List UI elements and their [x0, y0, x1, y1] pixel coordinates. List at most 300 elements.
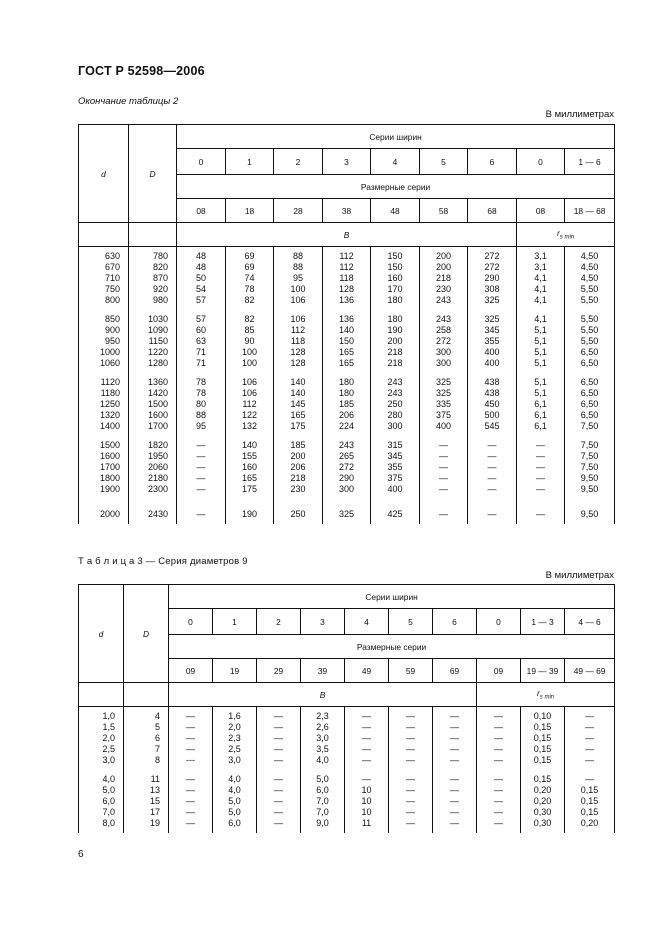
- gap-cell: [468, 432, 517, 440]
- table-row: [79, 388, 615, 399]
- series-cell: 29: [257, 659, 301, 683]
- table-cell: 5,50: [565, 314, 615, 325]
- table-cell: 300: [420, 358, 468, 369]
- series-width-header: Серии ширин: [177, 125, 615, 149]
- table-cell: 425: [371, 509, 420, 524]
- table-cell: 7: [124, 744, 169, 755]
- table-cell: 2,6: [301, 722, 345, 733]
- table-cell: —: [565, 722, 615, 733]
- table-cell: 218: [420, 273, 468, 284]
- table-cell: 375: [420, 410, 468, 421]
- series-cell: 19 — 39: [521, 659, 565, 683]
- table-cell: 78: [226, 284, 274, 295]
- table-cell: —: [468, 473, 517, 484]
- table-cell: —: [169, 774, 213, 785]
- table-cell: 78: [177, 388, 226, 399]
- table-cell: 5,50: [565, 336, 615, 347]
- gap-cell: [129, 306, 177, 314]
- table-cell: 5,1: [517, 388, 565, 399]
- table-cell: —: [389, 722, 433, 733]
- table-cell: 400: [468, 347, 517, 358]
- table-cell: 180: [323, 388, 371, 399]
- gap-cell: [274, 432, 323, 440]
- table-cell: —: [257, 744, 301, 755]
- row-gap: [79, 432, 615, 440]
- table-row: [79, 462, 615, 473]
- table-cell: 5,1: [517, 336, 565, 347]
- table-cell: 325: [468, 295, 517, 306]
- table-cell: 0,15: [521, 744, 565, 755]
- table-cell: 0,15: [521, 733, 565, 744]
- table-cell: 128: [274, 358, 323, 369]
- table-cell: 2180: [129, 473, 177, 484]
- table-row: [79, 314, 615, 325]
- table-cell: 10: [345, 807, 389, 818]
- table-row: [79, 247, 615, 263]
- table-2: [78, 124, 615, 524]
- table-cell: 71: [177, 347, 226, 358]
- table-cell: —: [468, 440, 517, 451]
- table-cell: —: [177, 451, 226, 462]
- series-width-header: Серии ширин: [169, 585, 615, 609]
- table-cell: —: [177, 462, 226, 473]
- table-cell: —: [433, 796, 477, 807]
- gap-cell: [565, 369, 615, 377]
- table-cell: —: [257, 796, 301, 807]
- table-row: [79, 421, 615, 432]
- table-row: [79, 262, 615, 273]
- table-cell: 71: [177, 358, 226, 369]
- table-cell: 545: [468, 421, 517, 432]
- table-cell: —: [257, 722, 301, 733]
- table-cell: 4,1: [517, 295, 565, 306]
- table-cell: 1030: [129, 314, 177, 325]
- table-cell: 1500: [79, 440, 129, 451]
- table-cell: 325: [323, 509, 371, 524]
- series-cell: 69: [433, 659, 477, 683]
- table-cell: 2,0: [213, 722, 257, 733]
- table-cell: —: [345, 755, 389, 766]
- series-cell: 18 — 68: [565, 199, 615, 223]
- table-cell: —: [420, 440, 468, 451]
- table-cell: 218: [371, 347, 420, 358]
- table-cell: —: [420, 451, 468, 462]
- table-cell: 54: [177, 284, 226, 295]
- table-cell: —: [477, 774, 521, 785]
- table-cell: —: [477, 755, 521, 766]
- table-cell: 0,20: [521, 785, 565, 796]
- table-cell: —: [389, 796, 433, 807]
- table-cell: —: [169, 807, 213, 818]
- table-cell: 48: [177, 262, 226, 273]
- table-cell: 258: [420, 325, 468, 336]
- table-cell: 2,3: [301, 707, 345, 723]
- table-cell: 95: [274, 273, 323, 284]
- table-cell: 375: [371, 473, 420, 484]
- series-cell: 1 — 3: [521, 609, 565, 635]
- series-cell: 48: [371, 199, 420, 223]
- gap-cell: [129, 495, 177, 509]
- table-cell: 200: [274, 451, 323, 462]
- table-cell: 190: [371, 325, 420, 336]
- table-cell: 6,50: [565, 347, 615, 358]
- table-cell: 0,15: [565, 785, 615, 796]
- table-cell: —: [477, 744, 521, 755]
- table-cell: 1360: [129, 377, 177, 388]
- table-row: [79, 818, 615, 833]
- table-cell: 5,1: [517, 377, 565, 388]
- table-cell: —: [517, 462, 565, 473]
- table-cell: 7,0: [301, 807, 345, 818]
- table-cell: 155: [226, 451, 274, 462]
- table-cell: 6,50: [565, 410, 615, 421]
- table-row: [79, 785, 615, 796]
- series-cell: 6: [433, 609, 477, 635]
- gap-cell: [565, 432, 615, 440]
- series-cell: 1 — 6: [565, 149, 615, 175]
- table-cell: —: [433, 755, 477, 766]
- series-cell: 18: [226, 199, 274, 223]
- table-cell: 2,3: [213, 733, 257, 744]
- dim-series-header: Размерные серии: [177, 175, 615, 199]
- table-cell: 3,1: [517, 262, 565, 273]
- table-cell: 10: [345, 785, 389, 796]
- table-cell: —: [433, 774, 477, 785]
- gap-cell: [565, 306, 615, 314]
- table-cell: 345: [468, 325, 517, 336]
- gap-cell: [371, 495, 420, 509]
- table-cell: 230: [420, 284, 468, 295]
- table-cell: 750: [79, 284, 129, 295]
- r-sub: s min: [559, 234, 575, 241]
- table-cell: —: [517, 451, 565, 462]
- table-cell: —: [169, 796, 213, 807]
- table-cell: 69: [226, 247, 274, 263]
- dim-series-header: Размерные серии: [169, 635, 615, 659]
- table-cell: 2,5: [79, 744, 124, 755]
- table-cell: 185: [323, 399, 371, 410]
- table-cell: 272: [323, 462, 371, 473]
- col-header-d: d: [79, 125, 129, 223]
- table-cell: 325: [420, 377, 468, 388]
- table-cell: 7,50: [565, 451, 615, 462]
- table-cell: 160: [226, 462, 274, 473]
- table-cell: 345: [371, 451, 420, 462]
- table-cell: —: [477, 785, 521, 796]
- table-cell: 400: [371, 484, 420, 495]
- series-cell: 2: [257, 609, 301, 635]
- gap-cell: [274, 306, 323, 314]
- table-cell: 165: [274, 410, 323, 421]
- table-cell: —: [389, 785, 433, 796]
- table-cell: 9,50: [565, 484, 615, 495]
- table-cell: 1280: [129, 358, 177, 369]
- series-cell: 49: [345, 659, 389, 683]
- table-cell: 355: [371, 462, 420, 473]
- empty-cell: [79, 223, 129, 247]
- table-cell: 180: [323, 377, 371, 388]
- table-cell: 6,1: [517, 399, 565, 410]
- table-cell: 190: [226, 509, 274, 524]
- table-cell: 5,1: [517, 358, 565, 369]
- table-cell: —: [477, 807, 521, 818]
- series-cell: 1: [213, 609, 257, 635]
- table-cell: 180: [371, 314, 420, 325]
- table-cell: 300: [420, 347, 468, 358]
- table-cell: 800: [79, 295, 129, 306]
- table-cell: 5,50: [565, 295, 615, 306]
- table-cell: 200: [420, 247, 468, 263]
- table-row: [79, 733, 615, 744]
- series-cell: 08: [177, 199, 226, 223]
- table-row: [79, 410, 615, 421]
- table-cell: 355: [468, 336, 517, 347]
- table-cell: 4,50: [565, 262, 615, 273]
- table-cell: 1500: [129, 399, 177, 410]
- table-cell: 243: [420, 314, 468, 325]
- table-cell: —: [565, 774, 615, 785]
- table-cell: —: [517, 473, 565, 484]
- table-cell: 8,0: [79, 818, 124, 833]
- table-cell: 6,0: [301, 785, 345, 796]
- table-cell: 5,1: [517, 347, 565, 358]
- page-number: 6: [78, 849, 84, 860]
- table-row: [79, 347, 615, 358]
- gap-cell: [477, 766, 521, 774]
- gap-cell: [517, 432, 565, 440]
- gap-cell: [226, 432, 274, 440]
- table-cell: 140: [323, 325, 371, 336]
- table-cell: 950: [79, 336, 129, 347]
- table-cell: 100: [226, 358, 274, 369]
- table-cell: 15: [124, 796, 169, 807]
- B-header: B: [177, 223, 517, 247]
- table-cell: 1000: [79, 347, 129, 358]
- table-cell: —: [517, 484, 565, 495]
- table-cell: 1400: [79, 421, 129, 432]
- gap-cell: [323, 432, 371, 440]
- table-cell: 150: [323, 336, 371, 347]
- table-cell: 5,0: [213, 807, 257, 818]
- table-cell: —: [477, 707, 521, 723]
- table-cell: 128: [323, 284, 371, 295]
- table-cell: 850: [79, 314, 129, 325]
- table-cell: 100: [226, 347, 274, 358]
- col-header-D: D: [129, 125, 177, 223]
- table-cell: 7,50: [565, 440, 615, 451]
- table-cell: —: [517, 440, 565, 451]
- table-cell: 6,50: [565, 358, 615, 369]
- table-cell: 4,0: [213, 785, 257, 796]
- table-cell: 630: [79, 247, 129, 263]
- table-cell: 5,0: [213, 796, 257, 807]
- table-cell: 2000: [79, 509, 129, 524]
- empty-cell: [129, 223, 177, 247]
- table-cell: 265: [323, 451, 371, 462]
- table-cell: —: [433, 707, 477, 723]
- table-cell: —: [420, 462, 468, 473]
- table2-caption: Окончание таблицы 2: [78, 96, 179, 107]
- table-cell: 112: [274, 325, 323, 336]
- table-cell: 57: [177, 314, 226, 325]
- table-cell: 5,0: [79, 785, 124, 796]
- series-cell: 28: [274, 199, 323, 223]
- table-cell: —: [420, 484, 468, 495]
- table-cell: 450: [468, 399, 517, 410]
- table-cell: 80: [177, 399, 226, 410]
- table-cell: 308: [468, 284, 517, 295]
- table-cell: 5,1: [517, 325, 565, 336]
- gap-cell: [274, 495, 323, 509]
- table-cell: —: [468, 462, 517, 473]
- table-cell: 0,20: [521, 796, 565, 807]
- table-cell: 0,15: [521, 755, 565, 766]
- gap-cell: [420, 495, 468, 509]
- table-cell: 118: [274, 336, 323, 347]
- table-cell: 3,0: [301, 733, 345, 744]
- table-cell: 85: [226, 325, 274, 336]
- series-cell: 68: [468, 199, 517, 223]
- table-cell: 140: [274, 388, 323, 399]
- table-cell: 9,0: [301, 818, 345, 833]
- gap-cell: [226, 369, 274, 377]
- gap-cell: [517, 369, 565, 377]
- table-cell: 5: [124, 722, 169, 733]
- table-cell: 88: [274, 262, 323, 273]
- table-cell: 48: [177, 247, 226, 263]
- table-cell: —: [389, 733, 433, 744]
- table-cell: 7,0: [79, 807, 124, 818]
- table-cell: 0,15: [565, 807, 615, 818]
- table-cell: 5,50: [565, 325, 615, 336]
- series-cell: 6: [468, 149, 517, 175]
- table-cell: 9,50: [565, 509, 615, 524]
- table-cell: —: [169, 722, 213, 733]
- gap-cell: [257, 766, 301, 774]
- gap-cell: [124, 766, 169, 774]
- table-cell: 11: [345, 818, 389, 833]
- table-cell: 980: [129, 295, 177, 306]
- table-cell: 50: [177, 273, 226, 284]
- series-cell: 58: [420, 199, 468, 223]
- table-cell: 4,1: [517, 273, 565, 284]
- table-cell: 0,20: [565, 818, 615, 833]
- table-cell: 150: [371, 247, 420, 263]
- table-cell: —: [389, 807, 433, 818]
- table-cell: 290: [468, 273, 517, 284]
- table-cell: —: [420, 473, 468, 484]
- table-cell: 325: [420, 388, 468, 399]
- table-row: [79, 295, 615, 306]
- table-cell: 0,30: [521, 818, 565, 833]
- B-header: B: [169, 683, 477, 707]
- gap-cell: [420, 432, 468, 440]
- series-cell: 08: [517, 199, 565, 223]
- table-cell: —: [477, 722, 521, 733]
- table-cell: —: [477, 796, 521, 807]
- table-cell: 3,0: [79, 755, 124, 766]
- table-cell: 1600: [79, 451, 129, 462]
- table-cell: 218: [371, 358, 420, 369]
- table-cell: 17: [124, 807, 169, 818]
- table-cell: 185: [274, 440, 323, 451]
- table2-units: В миллиметрах: [545, 109, 614, 120]
- table-cell: ---: [169, 755, 213, 766]
- gap-cell: [565, 495, 615, 509]
- table-cell: 5,0: [301, 774, 345, 785]
- table-cell: 150: [371, 262, 420, 273]
- table-cell: —: [389, 707, 433, 723]
- table-cell: 112: [323, 247, 371, 263]
- table-cell: 1,5: [79, 722, 124, 733]
- gap-cell: [389, 766, 433, 774]
- table-cell: —: [257, 818, 301, 833]
- table-cell: 1950: [129, 451, 177, 462]
- table-3: [78, 584, 615, 833]
- table-cell: —: [468, 509, 517, 524]
- table-cell: —: [177, 473, 226, 484]
- gap-cell: [517, 495, 565, 509]
- table-cell: 272: [468, 262, 517, 273]
- table-cell: 780: [129, 247, 177, 263]
- table-row: [79, 451, 615, 462]
- table-cell: 243: [420, 295, 468, 306]
- table-cell: 165: [226, 473, 274, 484]
- row-gap: [79, 369, 615, 377]
- table-row: [79, 484, 615, 495]
- table-cell: 300: [323, 484, 371, 495]
- table-cell: 206: [274, 462, 323, 473]
- table-cell: 250: [274, 509, 323, 524]
- table-cell: 4,0: [79, 774, 124, 785]
- table-cell: 0,30: [521, 807, 565, 818]
- gap-cell: [79, 432, 129, 440]
- table-cell: 112: [323, 262, 371, 273]
- table-cell: —: [177, 440, 226, 451]
- table-cell: 2,0: [79, 733, 124, 744]
- table-row: [79, 399, 615, 410]
- table-cell: 243: [371, 377, 420, 388]
- table-cell: 1700: [129, 421, 177, 432]
- gap-cell: [371, 306, 420, 314]
- gap-cell: [517, 306, 565, 314]
- table-cell: 9,50: [565, 473, 615, 484]
- table-cell: 136: [323, 295, 371, 306]
- table-row: [79, 722, 615, 733]
- gap-cell: [177, 495, 226, 509]
- table-cell: —: [433, 744, 477, 755]
- table-row: [79, 273, 615, 284]
- table-cell: 438: [468, 388, 517, 399]
- table-row: [79, 440, 615, 451]
- table-cell: 175: [226, 484, 274, 495]
- table-cell: 145: [274, 399, 323, 410]
- table-cell: 4,1: [517, 284, 565, 295]
- series-cell: 3: [301, 609, 345, 635]
- table-cell: —: [433, 807, 477, 818]
- table-cell: —: [433, 722, 477, 733]
- table-cell: —: [477, 733, 521, 744]
- table-cell: 106: [226, 377, 274, 388]
- row-gap: [79, 766, 615, 774]
- table-cell: 69: [226, 262, 274, 273]
- table-row: [79, 325, 615, 336]
- gap-cell: [226, 495, 274, 509]
- table-cell: —: [389, 818, 433, 833]
- table-cell: —: [345, 774, 389, 785]
- table-cell: 1420: [129, 388, 177, 399]
- col-header-D: D: [124, 585, 169, 683]
